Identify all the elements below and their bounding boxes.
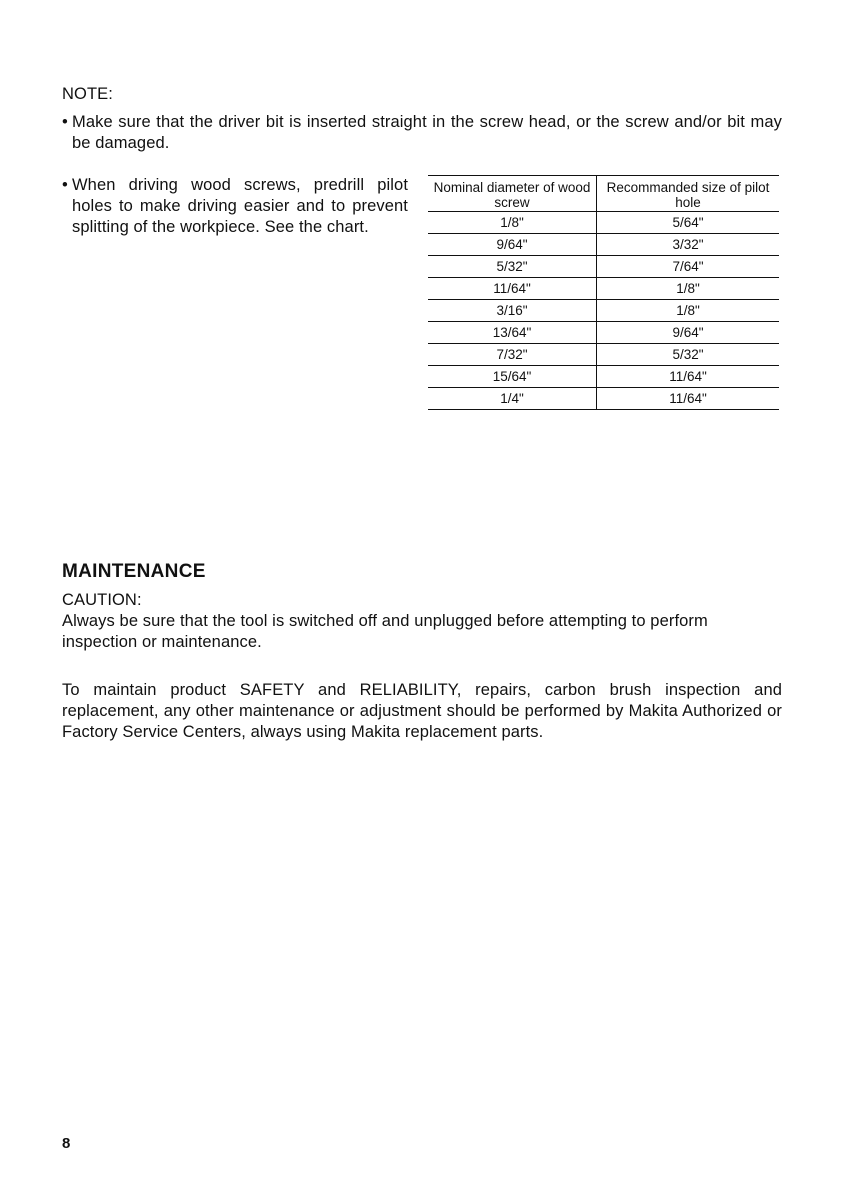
table-row — [428, 300, 779, 322]
screw-diameter-cell: 5/32" — [428, 256, 597, 278]
column-header-pilot-hole: Recommanded size of pilot hole — [597, 176, 780, 212]
pilot-hole-cell: 1/8" — [597, 300, 780, 322]
page-number: 8 — [62, 1135, 71, 1152]
pilot-hole-cell: 11/64" — [597, 366, 780, 388]
screw-diameter-cell: 1/8" — [428, 212, 597, 234]
pilot-hole-cell: 5/32" — [597, 344, 780, 366]
screw-diameter-cell: 15/64" — [428, 366, 597, 388]
pilot-hole-cell: 7/64" — [597, 256, 780, 278]
bullet-icon: • — [62, 176, 68, 194]
maintenance-heading: MAINTENANCE — [62, 561, 206, 582]
table-row — [428, 256, 779, 278]
pilot-hole-cell: 9/64" — [597, 322, 780, 344]
screw-diameter-cell: 9/64" — [428, 234, 597, 256]
note-bullet-driver-bit — [62, 112, 782, 154]
table-row — [428, 322, 779, 344]
pilot-hole-cell: 5/64" — [597, 212, 780, 234]
maintenance-paragraph: To maintain product SAFETY and RELIABILITY, repairs, carbon brush inspection and replacement, any other maintenance or adjustment should be performed by Makita Authorized or Factory Service Centers, always using Makita replacement parts. — [62, 681, 782, 741]
table-row — [428, 388, 779, 410]
note-bullet-text: When driving wood screws, predrill pilot holes to make driving easier and to prevent splitting of the workpiece. See the chart. — [72, 176, 408, 236]
bullet-icon: • — [62, 113, 68, 131]
screw-diameter-cell: 3/16" — [428, 300, 597, 322]
table-row — [428, 366, 779, 388]
caution-label: CAUTION: — [62, 591, 142, 609]
pilot-hole-cell: 11/64" — [597, 388, 780, 410]
screw-diameter-cell: 13/64" — [428, 322, 597, 344]
pilot-hole-cell: 3/32" — [597, 234, 780, 256]
column-header-screw-diameter: Nominal diameter of wood screw — [428, 176, 597, 212]
table-row — [428, 212, 779, 234]
table-row — [428, 278, 779, 300]
screw-diameter-cell: 7/32" — [428, 344, 597, 366]
note-bullet-text: Make sure that the driver bit is inserted straight in the screw head, or the screw and/or bit may be damaged. — [72, 113, 782, 152]
chart-header-row — [428, 176, 779, 212]
caution-text: Always be sure that the tool is switched off and unplugged before attempting to perform inspection or maintenance. — [62, 612, 708, 651]
table-row — [428, 234, 779, 256]
table-row — [428, 344, 779, 366]
note-bullet-pilot-holes — [62, 175, 408, 238]
pilot-hole-cell: 1/8" — [597, 278, 780, 300]
chart-body — [428, 212, 779, 410]
screw-diameter-cell: 11/64" — [428, 278, 597, 300]
pilot-hole-chart — [428, 175, 779, 410]
note-heading: NOTE: — [62, 85, 113, 103]
screw-diameter-cell: 1/4" — [428, 388, 597, 410]
